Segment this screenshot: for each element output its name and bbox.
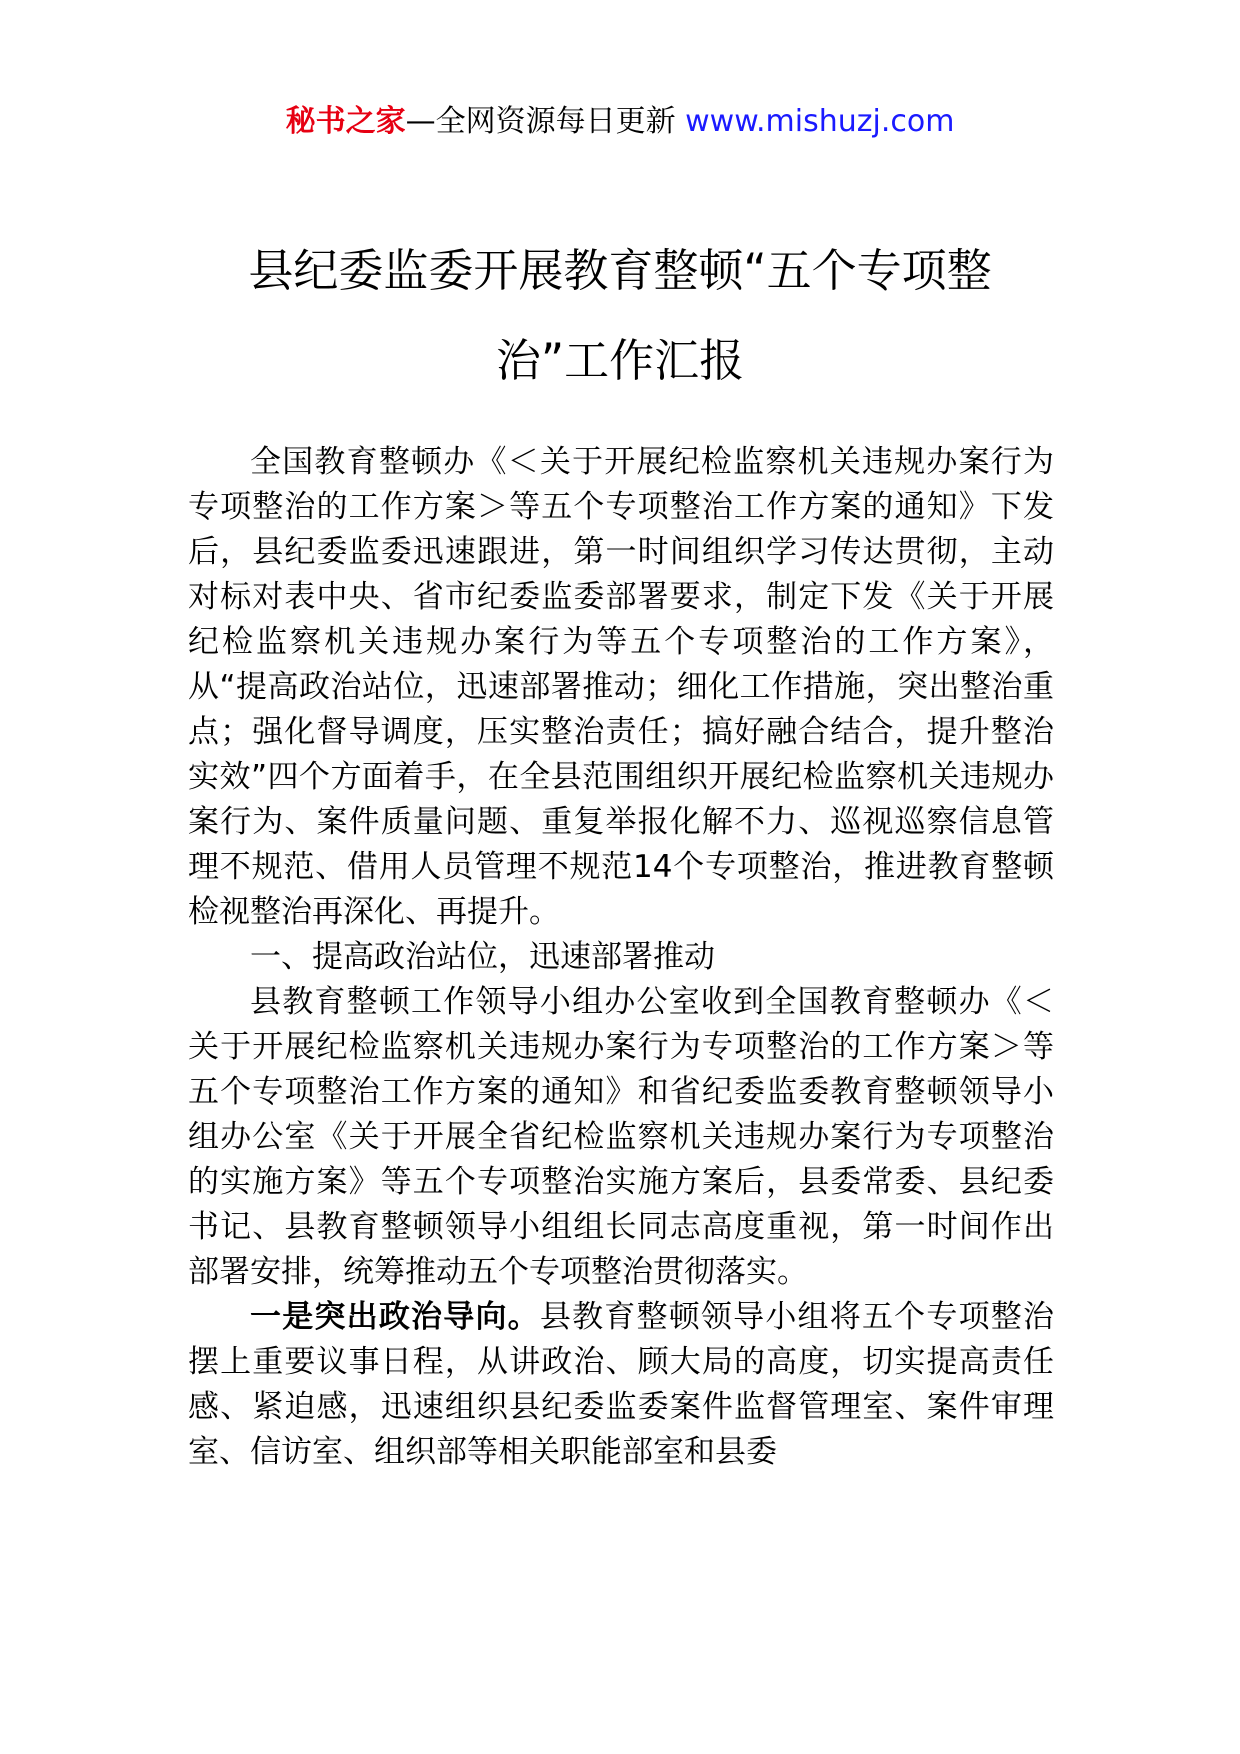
brand-name: 秘书之家 <box>285 104 406 139</box>
document-title <box>160 226 1080 406</box>
document-body <box>188 440 1054 1475</box>
site-header <box>0 100 1240 144</box>
title-line-2: 治”工作汇报 <box>495 334 745 387</box>
point-body: 县教育整顿领导小组将五个专项整治摆上重要议事日程，从讲政治、顾大局的高度，切实提高责任感、紧迫感，迅速组织县纪委监委案件监督管理室、案件审理室、信访室、组织部等相关职能部室和县委 <box>188 1299 1054 1470</box>
paragraph-point-1 <box>188 1295 1054 1475</box>
point-lead: 一是突出政治导向。 <box>250 1299 540 1335</box>
section-heading-text: 一、提高政治站位，迅速部署推动 <box>250 939 715 975</box>
title-line-1: 县纪委监委开展教育整顿“五个专项整 <box>248 244 992 297</box>
header-url: www.mishuzj.com <box>685 104 955 139</box>
section-heading-1 <box>188 935 1054 980</box>
header-slogan: —全网资源每日更新 <box>405 104 686 139</box>
paragraph-section-1: 县教育整顿工作领导小组办公室收到全国教育整顿办《＜关于开展纪检监察机关违规办案行为专项整治的工作方案＞等五个专项整治工作方案的通知》和省纪委监委教育整顿领导小组办公室《关于开展全省纪检监察机关违规办案行为专项整治的实施方案》等五个专项整治实施方案后，县委常委、县纪委书记、县教育整顿领导小组组长同志高度重视，第一时间作出部署安排，统筹推动五个专项整治贯彻落实。 <box>188 984 1054 1290</box>
paragraph-intro: 全国教育整顿办《＜关于开展纪检监察机关违规办案行为专项整治的工作方案＞等五个专项整治工作方案的通知》下发后，县纪委监委迅速跟进，第一时间组织学习传达贯彻，主动对标对表中央、省市纪委监委部署要求，制定下发《关于开展纪检监察机关违规办案行为等五个专项整治的工作方案》，从“提高政治站位，迅速部署推动；细化工作措施，突出整治重点；强化督导调度，压实整治责任；搞好融合结合，提升整治实效”四个方面着手，在全县范围组织开展纪检监察机关违规办案行为、案件质量问题、重复举报化解不力、巡视巡察信息管理不规范、借用人员管理不规范14个专项整治，推进教育整顿检视整治再深化、再提升。 <box>188 444 1054 930</box>
